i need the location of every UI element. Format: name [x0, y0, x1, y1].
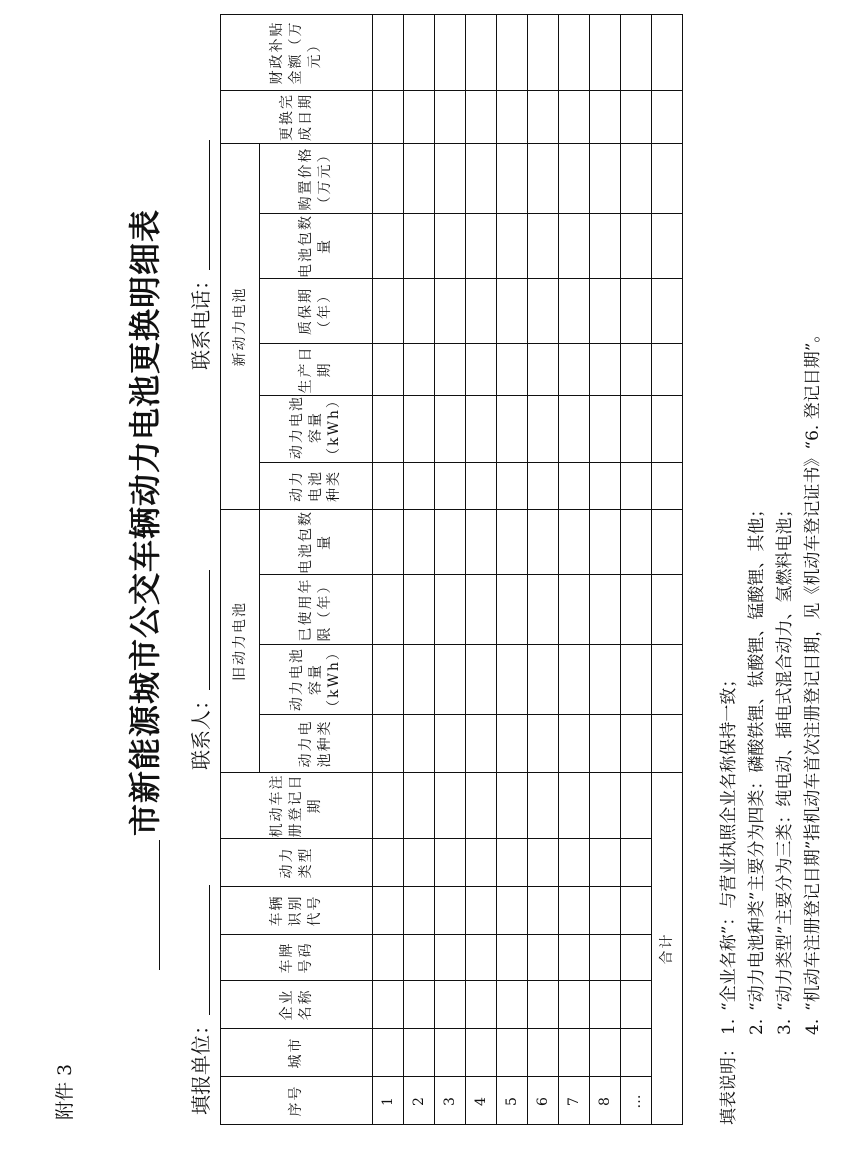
- table-cell[interactable]: [497, 715, 528, 773]
- table-cell[interactable]: [404, 144, 435, 214]
- table-cell[interactable]: [559, 91, 590, 144]
- table-row: [621, 15, 652, 1125]
- total-cell[interactable]: [652, 575, 683, 645]
- row-number: 1: [373, 1077, 404, 1125]
- table-cell[interactable]: [559, 144, 590, 214]
- table-cell[interactable]: [497, 839, 528, 887]
- row-number: 8: [590, 1077, 621, 1125]
- table-cell[interactable]: [497, 279, 528, 344]
- landscape-page: [20, 20, 840, 1140]
- reporting-unit-field: [185, 885, 214, 1115]
- total-cell[interactable]: [652, 279, 683, 344]
- table-cell[interactable]: [497, 575, 528, 645]
- table-cell[interactable]: [497, 214, 528, 279]
- table-cell[interactable]: [621, 575, 652, 645]
- battery-replacement-table: [220, 14, 683, 1125]
- table-cell[interactable]: [590, 575, 621, 645]
- table-cell[interactable]: [404, 935, 435, 981]
- table-cell[interactable]: [497, 91, 528, 144]
- table-cell[interactable]: [373, 144, 404, 214]
- table-cell[interactable]: [404, 645, 435, 715]
- note-row: [799, 326, 827, 1125]
- table-cell[interactable]: [621, 715, 652, 773]
- table-row: [528, 15, 559, 1125]
- header-new-warranty: 质保期（年）: [260, 279, 373, 344]
- table-cell[interactable]: [559, 981, 590, 1029]
- total-cell[interactable]: [652, 463, 683, 510]
- note-text: “动力电池种类”主要分为四类：磷酸铁锂、钛酸锂、锰酸锂、其他；: [747, 500, 767, 1011]
- table-cell[interactable]: [466, 839, 497, 887]
- table-cell[interactable]: [404, 575, 435, 645]
- table-cell[interactable]: [590, 715, 621, 773]
- row-number: 3: [435, 1077, 466, 1125]
- table-cell[interactable]: [435, 144, 466, 214]
- table-cell[interactable]: [528, 715, 559, 773]
- table-cell[interactable]: [497, 15, 528, 91]
- total-cell[interactable]: [652, 15, 683, 91]
- table-row: [373, 15, 404, 1125]
- header-city: 城市: [221, 1029, 373, 1077]
- contact-person-label: 联系人：: [189, 690, 213, 770]
- table-cell[interactable]: [373, 91, 404, 144]
- page-title-text: 市新能源城市公交车辆动力电池更换明细表: [126, 208, 164, 836]
- table-cell[interactable]: [435, 715, 466, 773]
- header-company: 企业名称: [221, 981, 373, 1029]
- table-cell[interactable]: [590, 510, 621, 575]
- table-cell[interactable]: [404, 214, 435, 279]
- table-cell[interactable]: [621, 645, 652, 715]
- table-cell[interactable]: [373, 344, 404, 396]
- table-cell[interactable]: [435, 214, 466, 279]
- table-row: [435, 15, 466, 1125]
- table-cell[interactable]: [559, 575, 590, 645]
- table-cell[interactable]: [497, 887, 528, 935]
- table-cell[interactable]: [466, 887, 497, 935]
- table-cell[interactable]: [466, 91, 497, 144]
- total-cell[interactable]: [652, 510, 683, 575]
- table-cell[interactable]: [621, 887, 652, 935]
- table-cell[interactable]: [528, 463, 559, 510]
- table-cell[interactable]: [466, 981, 497, 1029]
- table-cell[interactable]: [621, 935, 652, 981]
- total-cell[interactable]: [652, 645, 683, 715]
- row-number: …: [621, 1077, 652, 1125]
- row-number: 6: [528, 1077, 559, 1125]
- note-text: “机动车注册登记日期”指机动车首次注册登记日期，见《机动车登记证书》“6. 登记日期”。: [803, 325, 823, 1011]
- table-cell[interactable]: [621, 214, 652, 279]
- table-cell[interactable]: [497, 645, 528, 715]
- table-row: [559, 15, 590, 1125]
- note-row: [715, 326, 743, 1125]
- table-cell[interactable]: [435, 1029, 466, 1077]
- table-cell[interactable]: [590, 15, 621, 91]
- table-cell[interactable]: [435, 396, 466, 463]
- table-cell[interactable]: [497, 510, 528, 575]
- table-cell[interactable]: [373, 839, 404, 887]
- table-row: [497, 15, 528, 1125]
- table-row: [466, 15, 497, 1125]
- table-cell[interactable]: [590, 344, 621, 396]
- table-cell[interactable]: [528, 144, 559, 214]
- table-cell[interactable]: [466, 645, 497, 715]
- table-cell[interactable]: [435, 463, 466, 510]
- table-cell[interactable]: [497, 935, 528, 981]
- table-cell[interactable]: [590, 396, 621, 463]
- table-cell[interactable]: [528, 510, 559, 575]
- header-reg-date: 机动车注册登记日期: [221, 773, 373, 839]
- table-cell[interactable]: [466, 1029, 497, 1077]
- table-cell[interactable]: [559, 935, 590, 981]
- table-cell[interactable]: [528, 396, 559, 463]
- total-cell[interactable]: [652, 91, 683, 144]
- table-cell[interactable]: [528, 214, 559, 279]
- table-cell[interactable]: [497, 1029, 528, 1077]
- table-cell[interactable]: [497, 773, 528, 839]
- total-cell[interactable]: [652, 144, 683, 214]
- table-cell[interactable]: [497, 344, 528, 396]
- table-cell[interactable]: [373, 510, 404, 575]
- note-row: [743, 326, 771, 1125]
- table-cell[interactable]: [466, 396, 497, 463]
- table-cell[interactable]: [466, 715, 497, 773]
- row-number: 4: [466, 1077, 497, 1125]
- table-cell[interactable]: [373, 1029, 404, 1077]
- total-label: 合计: [652, 773, 683, 1125]
- table-cell[interactable]: [435, 839, 466, 887]
- reporting-unit-label: 填报单位：: [189, 1015, 213, 1115]
- header-old-used: 已使用年限（年）: [260, 575, 373, 645]
- header-old-capacity: 动力电池容量（kWh）: [260, 645, 373, 715]
- contact-phone-line[interactable]: [191, 140, 210, 270]
- table-cell[interactable]: [435, 575, 466, 645]
- table-cell[interactable]: [559, 15, 590, 91]
- table-cell[interactable]: [621, 463, 652, 510]
- table-cell[interactable]: [590, 1029, 621, 1077]
- table-row: [590, 15, 621, 1125]
- note-number: 3.: [775, 1018, 795, 1035]
- table-cell[interactable]: [466, 279, 497, 344]
- header-seq: 序号: [221, 1077, 373, 1125]
- table-cell[interactable]: [590, 773, 621, 839]
- header-plate: 车牌号码: [221, 935, 373, 981]
- table-cell[interactable]: [404, 15, 435, 91]
- table-cell[interactable]: [621, 1029, 652, 1077]
- table-cell[interactable]: [373, 715, 404, 773]
- table-cell[interactable]: [404, 396, 435, 463]
- table-cell[interactable]: [404, 510, 435, 575]
- table-cell[interactable]: [466, 935, 497, 981]
- contact-person-field: [185, 570, 214, 770]
- table-cell[interactable]: [404, 981, 435, 1029]
- table-cell[interactable]: [373, 396, 404, 463]
- table-cell[interactable]: [404, 91, 435, 144]
- table-cell[interactable]: [528, 1029, 559, 1077]
- table-cell[interactable]: [435, 935, 466, 981]
- table-cell[interactable]: [497, 396, 528, 463]
- table-cell[interactable]: [466, 510, 497, 575]
- header-old-battery-group: 旧动力电池: [221, 510, 260, 773]
- table-cell[interactable]: [621, 15, 652, 91]
- note-number: 4.: [803, 1018, 823, 1035]
- table-cell[interactable]: [559, 1029, 590, 1077]
- header-old-type: 动力电池种类: [260, 715, 373, 773]
- header-new-battery-group: 新动力电池: [221, 144, 260, 510]
- table-cell[interactable]: [590, 144, 621, 214]
- table-cell[interactable]: [497, 463, 528, 510]
- table-cell[interactable]: [621, 91, 652, 144]
- table-cell[interactable]: [559, 344, 590, 396]
- table-cell[interactable]: [559, 510, 590, 575]
- table-cell[interactable]: [435, 344, 466, 396]
- table-cell[interactable]: [559, 715, 590, 773]
- table-cell[interactable]: [559, 773, 590, 839]
- note-row: [771, 326, 799, 1125]
- note-text: “动力类型”主要分为三类：纯电动、插电式混合动力、氢燃料电池；: [775, 500, 795, 1011]
- table-row: [404, 15, 435, 1125]
- total-cell[interactable]: [652, 214, 683, 279]
- table-cell[interactable]: [528, 935, 559, 981]
- table-cell[interactable]: [404, 773, 435, 839]
- total-cell[interactable]: [652, 396, 683, 463]
- table-cell[interactable]: [590, 463, 621, 510]
- total-cell[interactable]: [652, 715, 683, 773]
- table-cell[interactable]: [528, 839, 559, 887]
- table-cell[interactable]: [466, 463, 497, 510]
- table-cell[interactable]: [373, 645, 404, 715]
- table-cell[interactable]: [466, 15, 497, 91]
- table-cell[interactable]: [404, 839, 435, 887]
- table-cell[interactable]: [528, 773, 559, 839]
- table-cell[interactable]: [373, 935, 404, 981]
- note-text: “企业名称”：与营业执照企业名称保持一致；: [719, 670, 739, 1011]
- table-cell[interactable]: [404, 887, 435, 935]
- table-cell[interactable]: [373, 463, 404, 510]
- table-cell[interactable]: [528, 645, 559, 715]
- table-cell[interactable]: [466, 214, 497, 279]
- header-new-type: 动力电池种类: [260, 463, 373, 510]
- total-cell[interactable]: [652, 344, 683, 396]
- table-cell[interactable]: [466, 344, 497, 396]
- table-cell[interactable]: [528, 279, 559, 344]
- notes: [715, 326, 827, 1125]
- note-number: 1.: [719, 1018, 739, 1035]
- table-cell[interactable]: [590, 279, 621, 344]
- table-cell[interactable]: [497, 144, 528, 214]
- total-row: [652, 15, 683, 1125]
- table-cell[interactable]: [621, 510, 652, 575]
- table-cell[interactable]: [404, 1029, 435, 1077]
- table-cell[interactable]: [466, 144, 497, 214]
- table-cell[interactable]: [528, 981, 559, 1029]
- table-cell[interactable]: [621, 981, 652, 1029]
- table-cell[interactable]: [559, 839, 590, 887]
- attachment-label: 附件 3: [54, 1063, 76, 1120]
- table-cell[interactable]: [621, 773, 652, 839]
- table-cell[interactable]: [621, 396, 652, 463]
- table-cell[interactable]: [435, 279, 466, 344]
- table-cell[interactable]: [528, 575, 559, 645]
- table-cell[interactable]: [373, 981, 404, 1029]
- table-cell[interactable]: [435, 91, 466, 144]
- header-vin: 车辆识别代号: [221, 887, 373, 935]
- table-cell[interactable]: [590, 935, 621, 981]
- header-old-packs: 电池包数量: [260, 510, 373, 575]
- table-cell[interactable]: [404, 463, 435, 510]
- table-cell[interactable]: [559, 214, 590, 279]
- table-cell[interactable]: [373, 575, 404, 645]
- table-cell[interactable]: [621, 344, 652, 396]
- table-cell[interactable]: [435, 15, 466, 91]
- header-new-prod-date: 生产日期: [260, 344, 373, 396]
- table-cell[interactable]: [528, 344, 559, 396]
- table-cell[interactable]: [590, 887, 621, 935]
- table-cell[interactable]: [373, 773, 404, 839]
- table-cell[interactable]: [466, 773, 497, 839]
- table-cell[interactable]: [590, 645, 621, 715]
- table-cell[interactable]: [590, 214, 621, 279]
- table-cell[interactable]: [590, 839, 621, 887]
- row-number: 2: [404, 1077, 435, 1125]
- table-cell[interactable]: [404, 344, 435, 396]
- table-cell[interactable]: [559, 645, 590, 715]
- table-cell[interactable]: [559, 396, 590, 463]
- table-cell[interactable]: [404, 715, 435, 773]
- table-cell[interactable]: [435, 887, 466, 935]
- row-number: 5: [497, 1077, 528, 1125]
- table-cell[interactable]: [621, 144, 652, 214]
- reporting-unit-line[interactable]: [191, 885, 210, 1015]
- table-cell[interactable]: [621, 839, 652, 887]
- table-cell[interactable]: [435, 981, 466, 1029]
- table-cell[interactable]: [435, 645, 466, 715]
- table-cell[interactable]: [435, 773, 466, 839]
- header-power-type: 动力类型: [221, 839, 373, 887]
- table-cell[interactable]: [373, 887, 404, 935]
- note-number: 2.: [747, 1018, 767, 1035]
- table-cell[interactable]: [528, 887, 559, 935]
- notes-lead: 填表说明：: [719, 1040, 739, 1125]
- table-cell[interactable]: [373, 279, 404, 344]
- table-cell[interactable]: [590, 91, 621, 144]
- table-cell[interactable]: [497, 981, 528, 1029]
- contact-phone-field: [185, 140, 214, 370]
- page-title: [120, 70, 166, 970]
- table-cell[interactable]: [435, 510, 466, 575]
- table-cell[interactable]: [621, 279, 652, 344]
- table-cell[interactable]: [559, 463, 590, 510]
- table-cell[interactable]: [528, 15, 559, 91]
- table-cell[interactable]: [559, 887, 590, 935]
- table-cell[interactable]: [373, 214, 404, 279]
- header-subsidy: 财政补贴金额（万元）: [221, 15, 373, 91]
- header-new-packs: 电池包数量: [260, 214, 373, 279]
- table-cell[interactable]: [404, 279, 435, 344]
- table-cell[interactable]: [559, 279, 590, 344]
- city-blank-line: [129, 840, 160, 970]
- contact-phone-label: 联系电话：: [189, 270, 213, 370]
- table-cell[interactable]: [373, 15, 404, 91]
- table-cell[interactable]: [528, 91, 559, 144]
- header-new-capacity: 动力电池容量（kWh）: [260, 396, 373, 463]
- contact-person-line[interactable]: [191, 570, 210, 690]
- header-new-price: 购置价格（万元）: [260, 144, 373, 214]
- header-replace-date: 更换完成日期: [221, 91, 373, 144]
- table-cell[interactable]: [590, 981, 621, 1029]
- row-number: 7: [559, 1077, 590, 1125]
- table-cell[interactable]: [466, 575, 497, 645]
